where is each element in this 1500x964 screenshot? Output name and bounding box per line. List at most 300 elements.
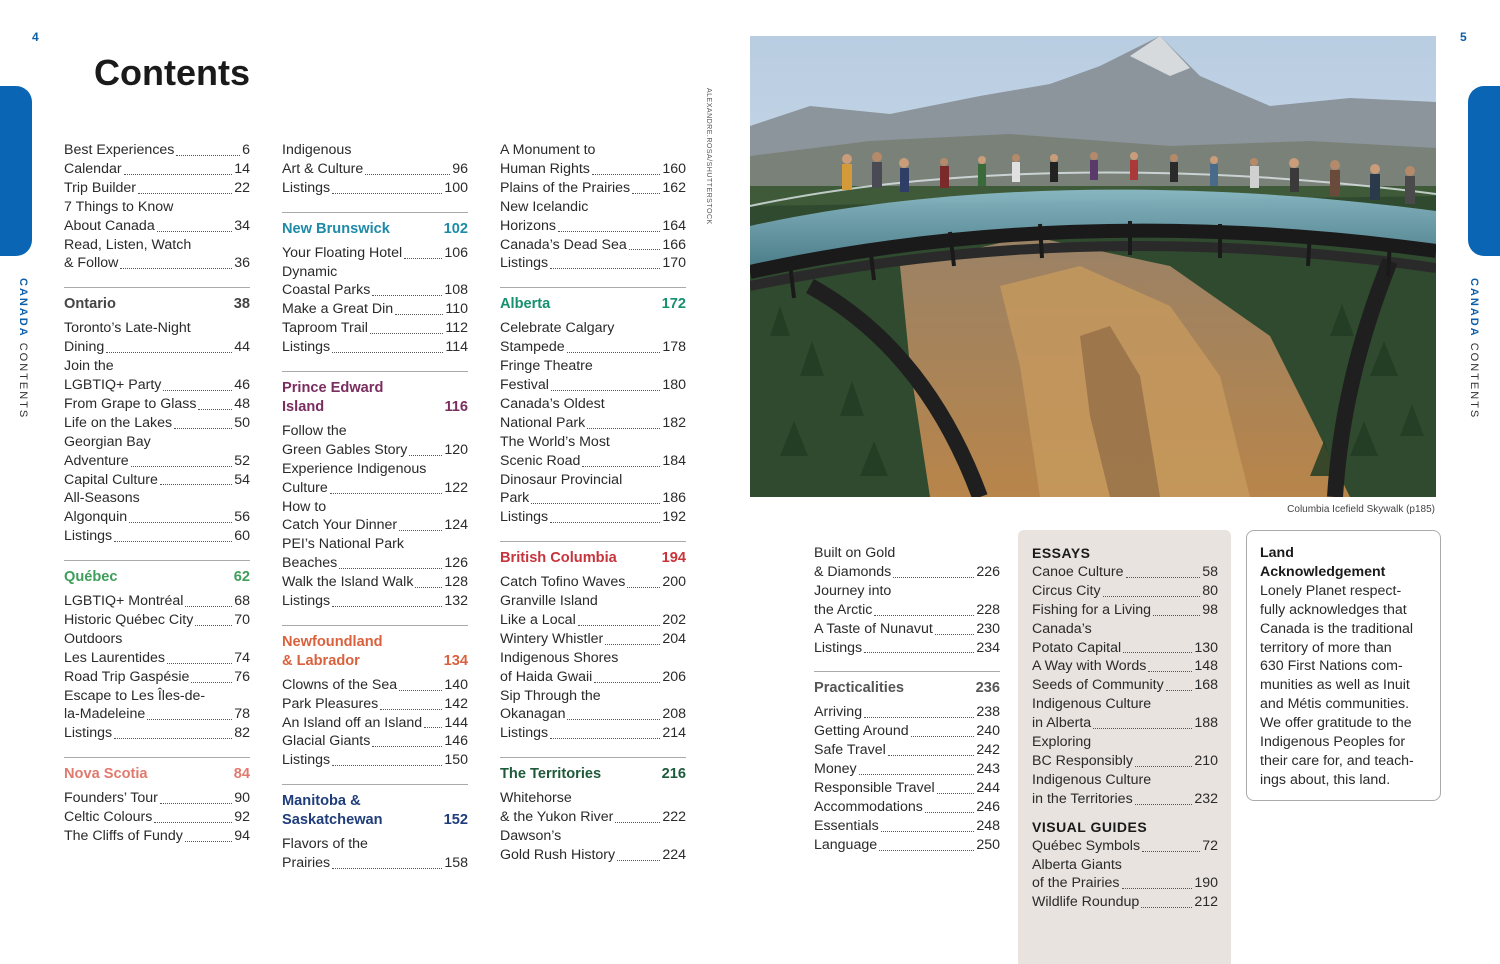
- dot-leader: [330, 493, 443, 494]
- toc-list: [1032, 563, 1218, 809]
- toc-entry-title: Responsible Travel: [814, 779, 935, 796]
- side-label-strong: CANADA: [1468, 278, 1480, 338]
- toc-entry[interactable]: [814, 779, 1000, 798]
- toc-list: [500, 789, 686, 865]
- toc-entry-page: 94: [234, 828, 250, 844]
- toc-entry[interactable]: [282, 319, 468, 338]
- toc-entry-title: & Follow: [64, 255, 119, 272]
- dot-leader: [550, 268, 660, 269]
- toc-entry-title: Listings: [282, 752, 331, 769]
- section-name: [282, 379, 444, 417]
- section-page: 62: [233, 569, 250, 586]
- toc-entry-title: Listings: [64, 528, 113, 545]
- dot-leader: [627, 587, 660, 588]
- toc-entry-title: Les Laurentides: [64, 649, 165, 666]
- toc-entry[interactable]: [282, 695, 468, 714]
- toc-entry[interactable]: [282, 573, 468, 592]
- toc-entry-title: A Taste of Nunavut: [814, 620, 933, 637]
- toc-entry-title: la-Madeleine: [64, 706, 146, 723]
- toc-entry[interactable]: [814, 620, 1000, 639]
- dot-leader: [124, 174, 233, 175]
- toc-entry[interactable]: [282, 554, 468, 573]
- toc-entry[interactable]: [64, 789, 250, 808]
- dot-leader: [1122, 888, 1193, 889]
- land-body-line: and Métis communities.: [1260, 696, 1410, 713]
- toc-entry[interactable]: [1032, 563, 1218, 582]
- toc-entry-title: Catch Tofino Waves: [500, 574, 626, 591]
- toc-entry[interactable]: [282, 300, 468, 319]
- left-edge-tab: [0, 86, 32, 256]
- toc-entry-page: 162: [662, 179, 686, 196]
- toc-entry-page: 50: [234, 414, 250, 431]
- toc-entry[interactable]: [64, 508, 250, 527]
- toc-column-1: [64, 141, 250, 846]
- toc-entry-page: 132: [444, 593, 468, 610]
- dot-leader: [332, 765, 442, 766]
- dot-leader: [185, 606, 232, 607]
- toc-entry[interactable]: [64, 254, 250, 273]
- toc-list: [500, 319, 686, 527]
- toc-entry-title: The Cliffs of Fundy: [64, 828, 183, 844]
- dot-leader: [1166, 690, 1193, 691]
- dot-leader: [120, 268, 232, 269]
- toc-entry[interactable]: [500, 489, 686, 508]
- land-body-line: Canada is the traditional: [1260, 620, 1414, 637]
- toc-entry-page: 74: [234, 649, 250, 666]
- dot-leader: [176, 155, 240, 156]
- toc-entry-title: LGBTIQ+ Party: [64, 376, 162, 393]
- toc-entry-page: 148: [1194, 658, 1218, 675]
- dot-leader: [332, 352, 443, 353]
- toc-entry-title: Canada’s Dead Sea: [500, 236, 627, 253]
- toc-entry[interactable]: [282, 516, 468, 535]
- toc-entry-title: Green Gables Story: [282, 441, 408, 458]
- toc-entry[interactable]: [814, 836, 1000, 855]
- land-body-line: munities as well as Inuit: [1260, 677, 1410, 694]
- toc-column-3: [500, 141, 686, 865]
- toc-entry-page: 214: [662, 725, 686, 742]
- toc-entry[interactable]: [64, 827, 250, 846]
- section-name-line: Manitoba &: [282, 793, 361, 810]
- dot-leader: [925, 812, 975, 813]
- dot-leader: [370, 333, 443, 334]
- toc-entry-page: 36: [234, 255, 250, 272]
- toc-entry[interactable]: [282, 854, 468, 873]
- toc-entry[interactable]: [500, 508, 686, 527]
- toc-entry-page: 48: [234, 395, 250, 412]
- toc-entry[interactable]: [282, 592, 468, 611]
- dot-leader: [339, 568, 442, 569]
- toc-entry-page: 182: [662, 414, 686, 431]
- toc-entry-title: Getting Around: [814, 723, 909, 740]
- toc-entry-page: 140: [444, 676, 468, 693]
- toc-list: [282, 676, 468, 771]
- dot-leader: [558, 231, 660, 232]
- toc-entry[interactable]: [1032, 601, 1218, 620]
- toc-entry-page: 192: [662, 509, 686, 526]
- toc-entry[interactable]: [500, 630, 686, 649]
- toc-entry[interactable]: [282, 281, 468, 300]
- toc-entry[interactable]: [1032, 752, 1218, 771]
- dot-leader: [550, 738, 660, 739]
- toc-entry-page: 250: [976, 836, 1000, 853]
- toc-entry-page: 230: [976, 620, 1000, 637]
- toc-entry-title: Listings: [64, 725, 113, 742]
- toc-entry[interactable]: [500, 668, 686, 687]
- toc-entry[interactable]: [814, 741, 1000, 760]
- toc-entry[interactable]: [282, 479, 468, 498]
- toc-entry[interactable]: [500, 724, 686, 743]
- toc-entry-page: 44: [234, 339, 250, 356]
- toc-entry[interactable]: [64, 668, 250, 687]
- dot-leader: [1103, 596, 1201, 597]
- toc-entry-line: Dynamic: [282, 263, 338, 280]
- toc-entry-title: BC Responsibly: [1032, 752, 1133, 769]
- toc-entry[interactable]: [814, 703, 1000, 722]
- toc-entry[interactable]: [500, 573, 686, 592]
- toc-entry-page: 76: [234, 668, 250, 685]
- dot-leader: [195, 625, 232, 626]
- toc-entry[interactable]: [64, 808, 250, 827]
- toc-list: [500, 573, 686, 743]
- toc-entry-line: Built on Gold: [814, 545, 896, 561]
- toc-entry[interactable]: [1032, 790, 1218, 809]
- toc-entry[interactable]: [1032, 837, 1218, 856]
- toc-entry-page: 54: [234, 471, 250, 488]
- toc-entry[interactable]: [64, 471, 250, 490]
- toc-entry[interactable]: [64, 414, 250, 433]
- toc-entry-page: 200: [662, 574, 686, 591]
- dot-leader: [114, 541, 232, 542]
- toc-entry-title: Essentials: [814, 817, 879, 834]
- page-title: Contents: [94, 52, 250, 93]
- section-header-nova-scotia[interactable]: [64, 757, 250, 784]
- section-name: Alberta: [500, 296, 551, 313]
- toc-entry-page: 120: [444, 441, 468, 458]
- toc-entry-title: Arriving: [814, 704, 863, 721]
- toc-entry[interactable]: [500, 414, 686, 433]
- toc-entry-title: Listings: [500, 725, 549, 742]
- toc-list: [1032, 837, 1218, 913]
- toc-entry-page: 56: [234, 509, 250, 526]
- toc-entry-line: Celebrate Calgary: [500, 320, 615, 337]
- toc-entry-title: Listings: [282, 179, 331, 196]
- toc-entry-title: Road Trip Gaspésie: [64, 668, 190, 685]
- toc-entry-line: Indigenous Culture: [1032, 771, 1152, 788]
- dot-leader: [114, 738, 232, 739]
- toc-entry-line: A Monument to: [500, 142, 596, 158]
- toc-entry-line: Alberta Giants: [1032, 856, 1122, 873]
- toc-column-2: [282, 141, 468, 873]
- toc-entry[interactable]: [814, 639, 1000, 658]
- section-name-line: & Labrador: [282, 652, 360, 669]
- toc-entry[interactable]: [64, 452, 250, 471]
- dot-leader: [567, 352, 661, 353]
- toc-entry[interactable]: [64, 141, 250, 160]
- toc-entry[interactable]: [814, 601, 1000, 620]
- dot-leader: [935, 634, 974, 635]
- toc-entry[interactable]: [282, 676, 468, 695]
- toc-entry-page: 112: [445, 320, 468, 337]
- toc-entry[interactable]: [814, 722, 1000, 741]
- toc-entry[interactable]: [64, 395, 250, 414]
- dot-leader: [1148, 671, 1192, 672]
- toc-entry-page: 244: [976, 779, 1000, 796]
- land-body-line: fully acknowledges that: [1260, 601, 1407, 618]
- dot-leader: [881, 831, 975, 832]
- section-name: The Territories: [500, 766, 602, 783]
- dot-leader: [531, 503, 660, 504]
- toc-entry-title: Okanagan: [500, 706, 566, 723]
- section-header-pei[interactable]: [282, 371, 468, 417]
- toc-entry[interactable]: [1032, 639, 1218, 658]
- toc-entry[interactable]: [64, 611, 250, 630]
- toc-entry-title: About Canada: [64, 217, 155, 234]
- toc-entry[interactable]: [64, 592, 250, 611]
- toc-entry-title: Adventure: [64, 452, 129, 469]
- toc-entry-page: 188: [1194, 715, 1218, 732]
- toc-entry-page: 100: [444, 179, 468, 196]
- toc-entry[interactable]: [282, 732, 468, 751]
- toc-entry-page: 34: [234, 217, 250, 234]
- toc-entry-title: Safe Travel: [814, 742, 886, 759]
- toc-entry-title: Historic Québec City: [64, 611, 194, 628]
- dot-leader: [157, 231, 233, 232]
- toc-entry[interactable]: [282, 338, 468, 357]
- dot-leader: [864, 717, 974, 718]
- toc-entry[interactable]: [814, 760, 1000, 779]
- dot-leader: [1153, 615, 1200, 616]
- toc-entry-page: 208: [662, 706, 686, 723]
- toc-entry-line: Granville Island: [500, 593, 598, 610]
- toc-entry[interactable]: [500, 846, 686, 865]
- skywalk-photo: [750, 36, 1436, 497]
- toc-entry-page: 186: [662, 490, 686, 507]
- toc-entry[interactable]: [1032, 893, 1218, 912]
- toc-entry-page: 212: [1194, 894, 1218, 911]
- toc-entry-page: 142: [444, 695, 468, 712]
- skywalk-illustration: [750, 36, 1436, 497]
- toc-entry[interactable]: [500, 160, 686, 179]
- dot-leader: [131, 466, 233, 467]
- section-header-territories[interactable]: [500, 757, 686, 784]
- toc-entry-line: Indigenous: [282, 142, 352, 158]
- toc-entry[interactable]: [64, 179, 250, 198]
- toc-entry[interactable]: [500, 705, 686, 724]
- essays-column: [1032, 544, 1218, 912]
- toc-entry-page: 240: [976, 723, 1000, 740]
- toc-entry[interactable]: [500, 217, 686, 236]
- dot-leader: [567, 719, 660, 720]
- toc-list: [814, 544, 1000, 657]
- section-name-line: Newfoundland: [282, 633, 383, 650]
- dot-leader: [1135, 804, 1193, 805]
- toc-entry-title: Listings: [814, 639, 863, 656]
- toc-entry[interactable]: [1032, 657, 1218, 676]
- section-header-practicalities[interactable]: [814, 671, 1000, 698]
- toc-entry[interactable]: [64, 376, 250, 395]
- toc-entry-title: Wintery Whistler: [500, 630, 604, 647]
- toc-entry[interactable]: [1032, 874, 1218, 893]
- section-header-quebec[interactable]: [64, 560, 250, 587]
- toc-entry-page: 72: [1202, 837, 1218, 854]
- land-acknowledgement: [1260, 544, 1432, 790]
- toc-entry[interactable]: [64, 217, 250, 236]
- toc-entry-title: Accommodations: [814, 798, 923, 815]
- toc-entry-title: in the Territories: [1032, 790, 1133, 807]
- section-page: 172: [661, 296, 686, 313]
- dot-leader: [163, 390, 232, 391]
- section-header-alberta[interactable]: [500, 287, 686, 314]
- toc-entry-page: 144: [444, 714, 468, 731]
- toc-entry-page: 22: [234, 179, 250, 196]
- toc-entry-page: 128: [444, 574, 468, 591]
- dot-leader: [1123, 652, 1192, 653]
- dot-leader: [893, 577, 974, 578]
- section-header-new-brunswick[interactable]: [282, 212, 468, 239]
- dot-leader: [1142, 851, 1200, 852]
- toc-entry-page: 168: [1194, 677, 1218, 694]
- toc-entry-page: 108: [444, 282, 468, 299]
- toc-entry[interactable]: [500, 808, 686, 827]
- toc-entry-line: The World’s Most: [500, 433, 610, 450]
- section-header-british-columbia[interactable]: [500, 541, 686, 568]
- section-page: 84: [233, 766, 250, 783]
- photo-credit: ALEXANDRE.ROSA/SHUTTERSTOCK: [705, 88, 712, 225]
- toc-entry-line: Escape to Les Îles-de-: [64, 687, 206, 704]
- toc-entry[interactable]: [1032, 714, 1218, 733]
- toc-list: [282, 835, 468, 873]
- toc-entry-line: Dawson’s: [500, 828, 562, 844]
- land-body: [1260, 582, 1432, 790]
- section-header-newfoundland[interactable]: [282, 625, 468, 671]
- toc-entry[interactable]: [814, 798, 1000, 817]
- section-name-line: Saskatchewan: [282, 812, 383, 829]
- toc-entry[interactable]: [500, 376, 686, 395]
- toc-entry[interactable]: [1032, 582, 1218, 601]
- toc-entry[interactable]: [282, 751, 468, 770]
- toc-entry-title: Human Rights: [500, 160, 590, 177]
- toc-entry-title: Language: [814, 836, 878, 853]
- dot-leader: [1126, 577, 1201, 578]
- toc-entry[interactable]: [64, 160, 250, 179]
- toc-entry-title: Walk the Island Walk: [282, 574, 414, 591]
- toc-entry[interactable]: [500, 254, 686, 273]
- toc-entry-page: 46: [234, 376, 250, 393]
- dot-leader: [106, 352, 232, 353]
- toc-entry[interactable]: [282, 179, 468, 198]
- toc-list: [500, 141, 686, 273]
- toc-entry-title: Calendar: [64, 160, 122, 177]
- dot-leader: [372, 295, 442, 296]
- toc-entry-title: Make a Great Din: [282, 301, 394, 318]
- toc-entry-page: 190: [1194, 875, 1218, 892]
- toc-entry[interactable]: [500, 179, 686, 198]
- dot-leader: [365, 174, 450, 175]
- toc-entry[interactable]: [500, 236, 686, 255]
- toc-entry-title: Art & Culture: [282, 160, 364, 177]
- toc-entry[interactable]: [64, 649, 250, 668]
- toc-entry-page: 248: [976, 817, 1000, 834]
- toc-entry-line: PEI’s National Park: [282, 536, 404, 553]
- toc-entry-page: 14: [234, 160, 250, 177]
- toc-entry-line: New Icelandic: [500, 198, 589, 215]
- toc-entry-title: Listings: [282, 339, 331, 356]
- toc-entry-page: 242: [976, 742, 1000, 759]
- toc-entry-title: Festival: [500, 376, 549, 393]
- toc-entry[interactable]: [282, 714, 468, 733]
- dot-leader: [129, 522, 232, 523]
- toc-entry-title: LGBTIQ+ Montréal: [64, 593, 184, 610]
- toc-entry-title: Dining: [64, 339, 105, 356]
- dot-leader: [864, 652, 974, 653]
- toc-entry-page: 122: [444, 479, 468, 496]
- toc-entry-title: Québec Symbols: [1032, 837, 1141, 854]
- toc-entry-page: 146: [444, 733, 468, 750]
- toc-entry-line: Outdoors: [64, 630, 123, 647]
- toc-entry-page: 184: [662, 452, 686, 469]
- toc-entry[interactable]: [814, 817, 1000, 836]
- toc-entry[interactable]: [64, 527, 250, 546]
- section-header-manitoba[interactable]: [282, 784, 468, 830]
- toc-entry-title: Gold Rush History: [500, 846, 616, 863]
- toc-entry-title: Taproom Trail: [282, 320, 368, 337]
- toc-entry-page: 158: [444, 855, 468, 871]
- section-page: 236: [975, 680, 1000, 697]
- section-page: 152: [443, 812, 468, 829]
- dot-leader: [399, 690, 442, 691]
- toc-entry-page: 226: [976, 563, 1000, 580]
- dot-leader: [888, 755, 975, 756]
- dot-leader: [147, 719, 232, 720]
- toc-entry-title: An Island off an Island: [282, 714, 423, 731]
- section-name-line: Island: [282, 398, 325, 415]
- dot-leader: [372, 746, 442, 747]
- toc-entry[interactable]: [500, 452, 686, 471]
- toc-entry-line: How to: [282, 498, 327, 515]
- section-page: 38: [233, 296, 250, 313]
- toc-entry-title: Catch Your Dinner: [282, 517, 398, 534]
- toc-entry[interactable]: [500, 611, 686, 630]
- dot-leader: [874, 615, 974, 616]
- toc-entry[interactable]: [814, 563, 1000, 582]
- toc-entry[interactable]: [64, 338, 250, 357]
- toc-entry-title: Your Floating Hotel: [282, 244, 403, 261]
- toc-entry-title: of the Prairies: [1032, 875, 1120, 892]
- section-name: Practicalities: [814, 680, 905, 697]
- toc-entry-page: 82: [234, 725, 250, 742]
- section-header-ontario[interactable]: [64, 287, 250, 314]
- toc-entry-title: Clowns of the Sea: [282, 676, 398, 693]
- dot-leader: [332, 868, 442, 869]
- toc-entry-page: 92: [234, 809, 250, 826]
- toc-entry-page: 78: [234, 706, 250, 723]
- toc-entry-title: Potato Capital: [1032, 639, 1122, 656]
- toc-entry[interactable]: [282, 441, 468, 460]
- visual-guides-heading: VISUAL GUIDES: [1032, 818, 1148, 835]
- toc-entry-page: 180: [662, 376, 686, 393]
- toc-entry[interactable]: [64, 705, 250, 724]
- toc-entry[interactable]: [1032, 676, 1218, 695]
- toc-entry[interactable]: [500, 338, 686, 357]
- toc-entry[interactable]: [64, 724, 250, 743]
- toc-entry[interactable]: [282, 244, 468, 263]
- toc-entry-page: 228: [976, 601, 1000, 618]
- dot-leader: [582, 466, 660, 467]
- toc-entry-page: 98: [1202, 601, 1218, 618]
- toc-entry-line: Indigenous Culture: [1032, 696, 1152, 713]
- toc-entry[interactable]: [282, 160, 468, 179]
